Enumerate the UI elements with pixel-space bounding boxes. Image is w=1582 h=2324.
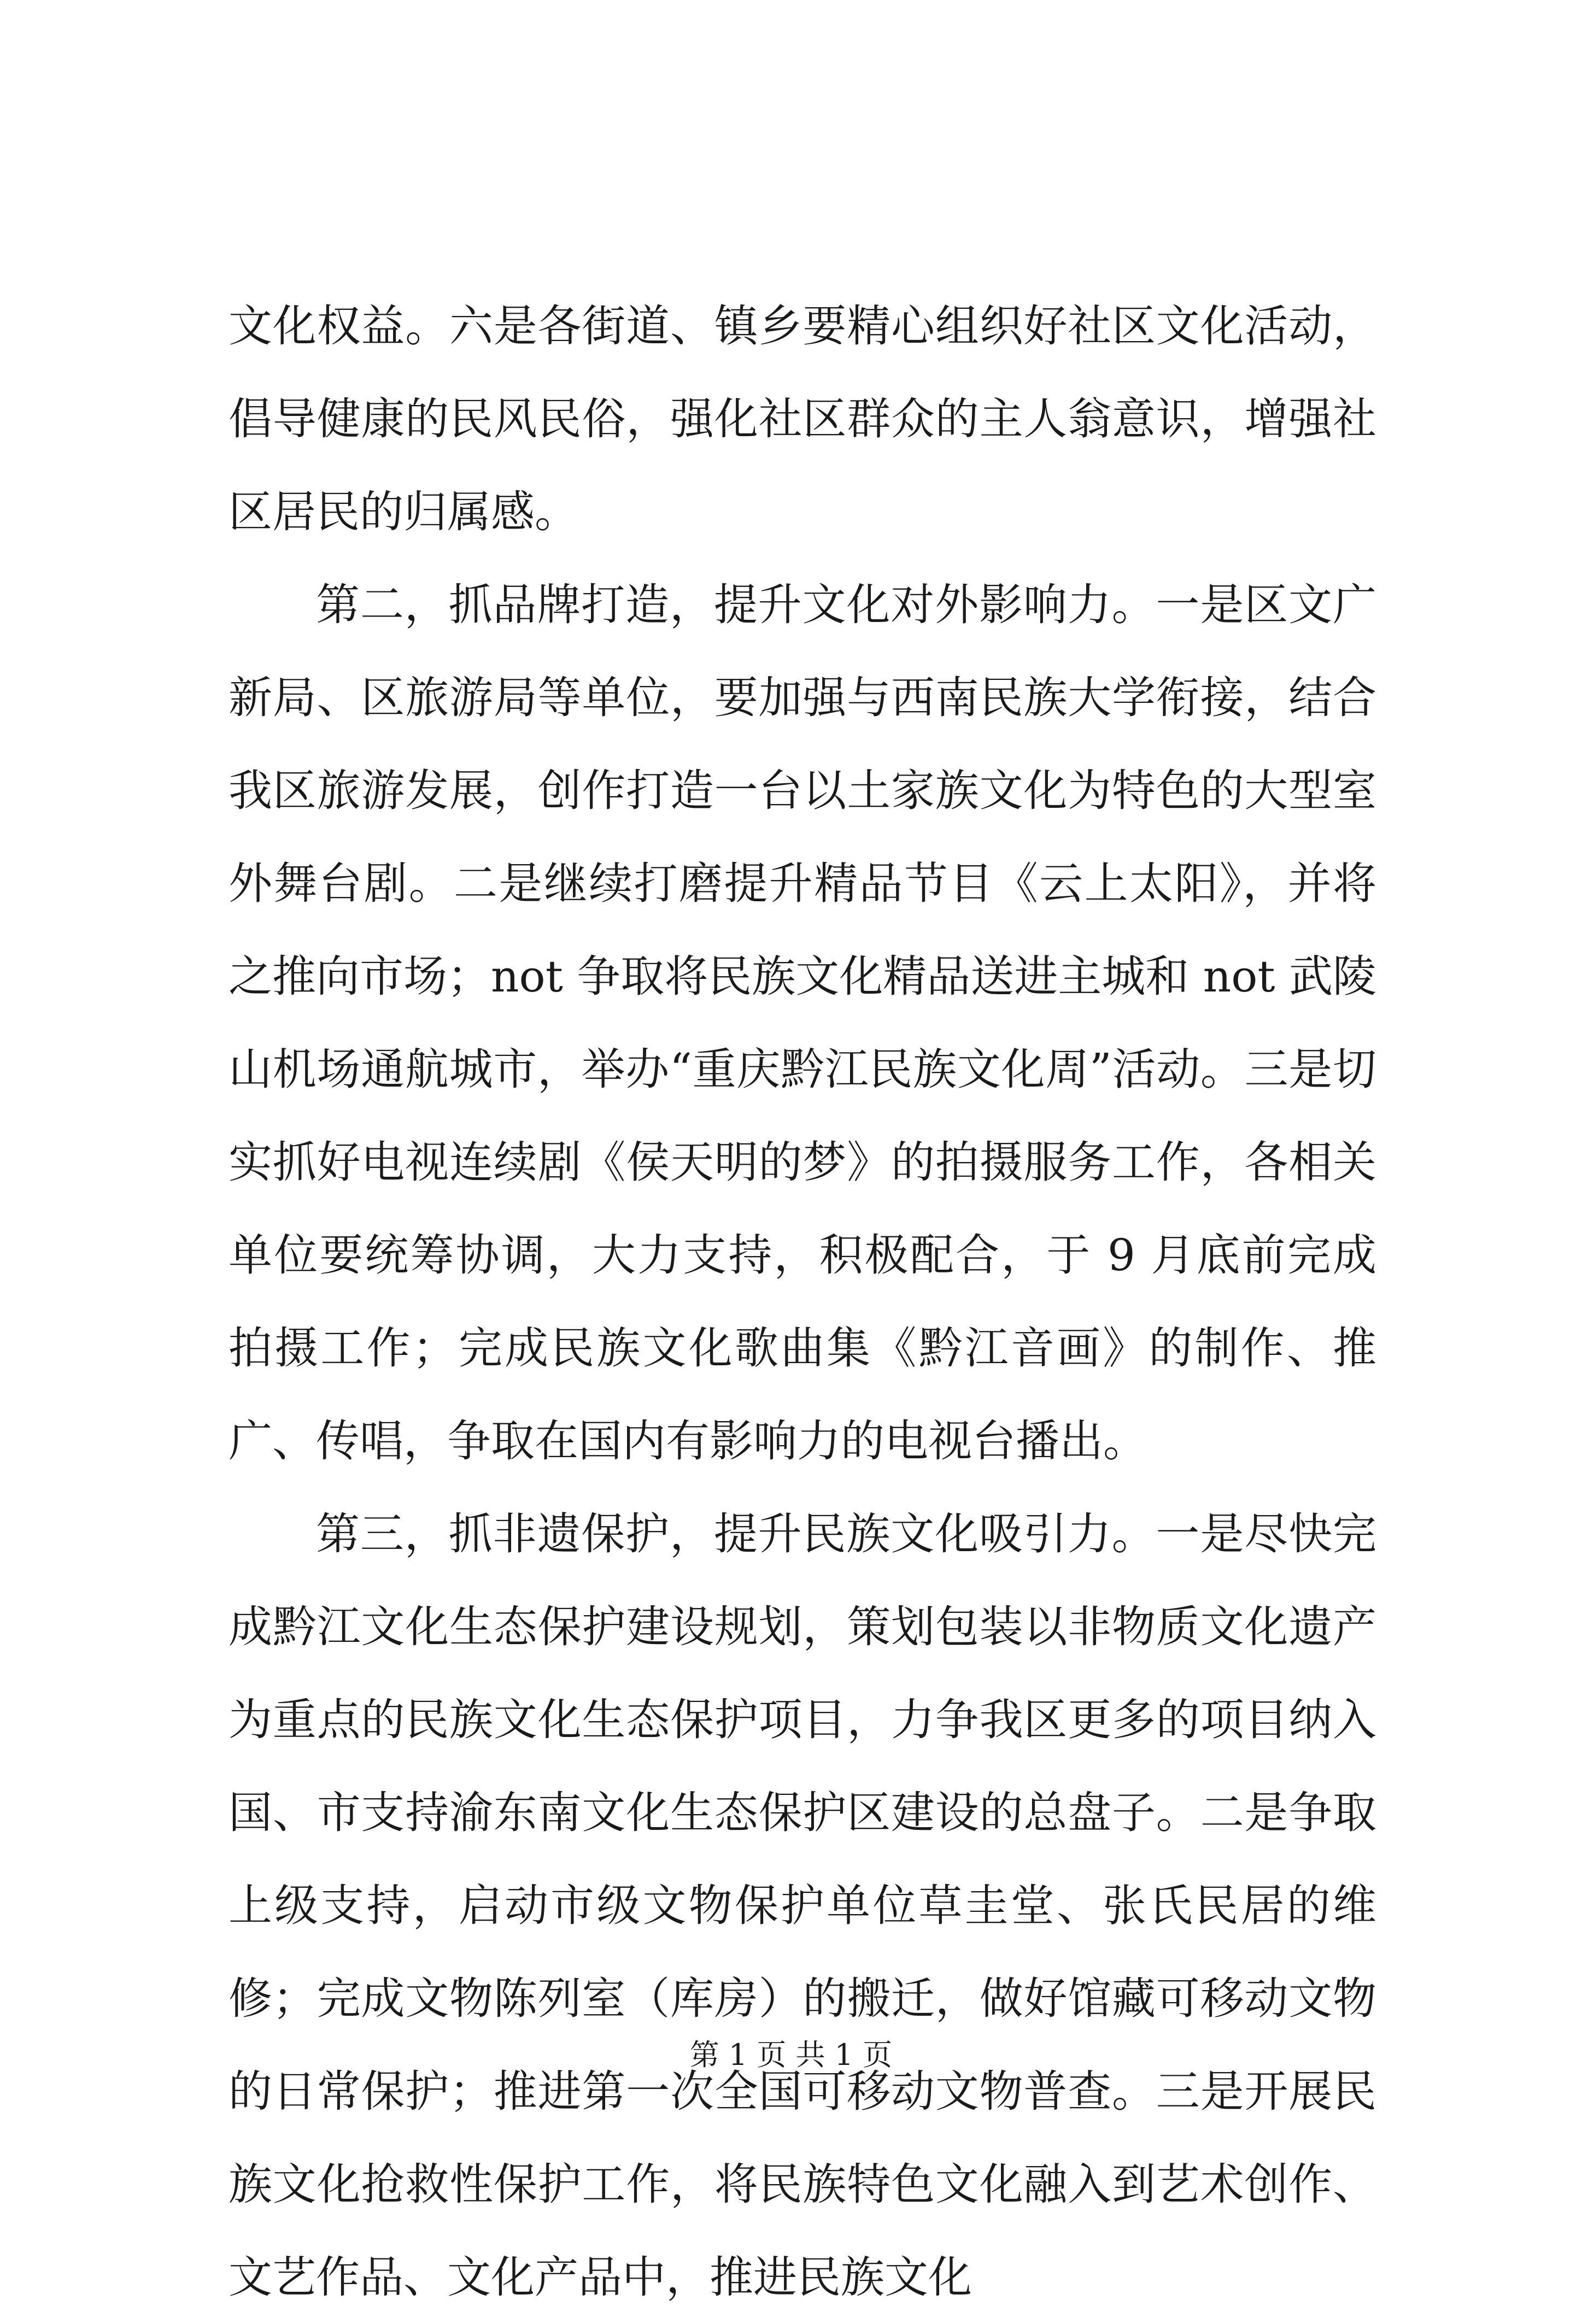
paragraph-second-brand-building: 第二，抓品牌打造，提升文化对外影响力。一是区文广新局、区旅游局等单位，要加强与西南民族大学衔接，结合我区旅游发展，创作打造一台以土家族文化为特色的大型室外舞台剧。二是继续打磨提升精品节目《云上太阳》，并将之推向市场；not 争取将民族文化精品送进主城和 not 武陵山机场通航城市，举办“重庆黔江民族文化周”活动。三是切实抓好电视连续剧《侯天明的梦》的拍摄服务工作，各相关单位要统筹协调，大力支持，积极配合，于 9 月底前完成拍摄工作；完成民族文化歌曲集《黔江音画》的制作、推广、传唱，争取在国内有影响力的电视台播出。 [228,579,1376,1466]
paragraph-third-heritage-protection: 第三，抓非遗保护，提升民族文化吸引力。一是尽快完成黔江文化生态保护建设规划，策划包装以非物质文化遗产为重点的民族文化生态保护项目，力争我区更多的项目纳入国、市支持渝东南文化生态保护区建设的总盘子。二是争取上级支持，启动市级文物保护单位草圭堂、张氏民居的维修；完成文物陈列室（库房）的搬迁，做好馆藏可移动文物的日常保护；推进第一次全国可移动文物普查。三是开展民族文化抢救性保护工作，将民族特色文化融入到艺术创作、文艺作品、文化产品中，推进民族文化 [228,1509,1376,2303]
paragraph-continuation: 文化权益。六是各街道、镇乡要精心组织好社区文化活动，倡导健康的民风民俗，强化社区群众的主人翁意识，增强社区居民的归属感。 [228,301,1376,537]
page-footer: 第 1 页 共 1 页 [689,2038,893,2072]
document-body [228,280,1376,2324]
